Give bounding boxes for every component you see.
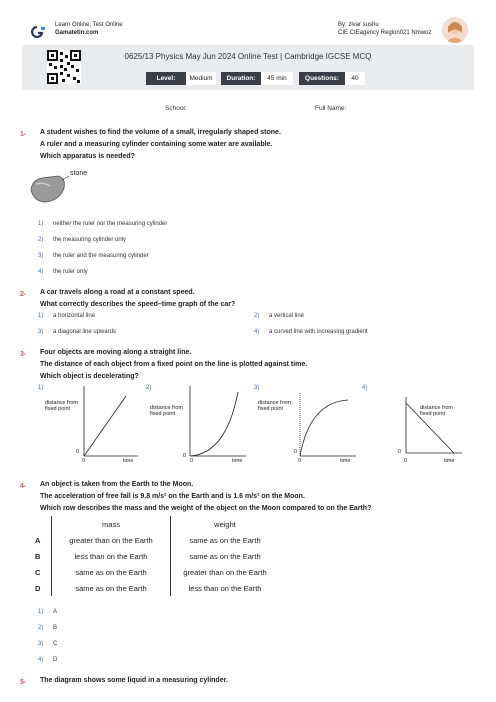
graph-x-origin: 0 (82, 458, 86, 464)
question-number: 3- (20, 351, 27, 358)
row-weight: less than on the Earth (171, 580, 280, 596)
option-number[interactable]: 2) (38, 625, 44, 631)
option-number[interactable]: 2) (254, 313, 260, 319)
questions-label: Questions: (299, 72, 345, 85)
question-line: Which row describes the mass and the weight of the object on the Moon compared to on the Earth? (40, 505, 372, 512)
row-key: C (35, 567, 41, 577)
option-text[interactable]: the ruler only (53, 269, 88, 275)
question-line: A car travels along a road at a constant speed. (40, 289, 195, 296)
option-text[interactable]: a vertical line (269, 313, 305, 319)
question-line: An object is taken from the Earth to the Moon. (40, 481, 194, 488)
graph-line-linear (78, 384, 140, 458)
stone-label: stone (70, 170, 88, 177)
table-row (31, 564, 279, 580)
option-text[interactable]: A (53, 609, 58, 615)
graph-origin: 0 (294, 449, 298, 455)
option-text[interactable]: a diagonal line upwards (53, 329, 117, 335)
full-name-field-label: Full Name: (315, 105, 347, 112)
row-key: B (35, 551, 41, 561)
table-cell (31, 516, 52, 532)
option-number[interactable]: 3) (38, 329, 44, 335)
graph-origin: 0 (183, 453, 187, 459)
author-info (338, 21, 431, 37)
graph-ylabel: distance from fixed point (150, 405, 184, 417)
tagline: Learn Online, Test Online (55, 22, 123, 28)
table-row (31, 580, 279, 596)
graph-x-origin: 0 (404, 458, 408, 464)
row-weight: same as on the Earth (171, 532, 280, 548)
graph-option-number[interactable]: 4) (362, 385, 368, 391)
option-text[interactable]: a curved line with increasing gradient (269, 329, 368, 335)
question-line: Which apparatus is needed? (40, 153, 135, 160)
graph-xlabel: time (340, 458, 351, 464)
questions-value: 40 (345, 72, 365, 85)
option-number[interactable]: 3) (38, 641, 44, 647)
option-number[interactable]: 4) (38, 269, 44, 275)
row-weight: same as on the Earth (171, 548, 280, 564)
graph-curve-decelerating (296, 390, 358, 458)
question-text (40, 479, 371, 515)
question-line: A student wishes to find the volume of a small, irregularly shaped stone. (40, 129, 281, 136)
site-logo-icon[interactable] (30, 25, 46, 37)
mass-weight-table (31, 516, 279, 596)
option-number[interactable]: 3) (38, 253, 44, 259)
author-org: CIE CIEagency Region021 Nmwoz (338, 30, 432, 36)
graph-x-origin: 0 (298, 458, 302, 464)
option-number[interactable]: 1) (38, 221, 44, 227)
graph-curve-increasing (186, 384, 248, 458)
graph-x-origin: 0 (190, 458, 194, 464)
graph-origin: 0 (398, 449, 402, 455)
option-text[interactable]: B (53, 625, 58, 631)
graph-ylabel: distance from fixed point (258, 400, 292, 412)
question-text (40, 127, 281, 163)
row-key: A (35, 535, 41, 545)
row-mass: greater than on the Earth (52, 532, 171, 548)
table-row (31, 548, 279, 564)
graph-origin: 0 (76, 449, 80, 455)
question-text (40, 287, 235, 311)
graph-line-decreasing (402, 395, 464, 457)
graph-option-number[interactable]: 1) (38, 385, 44, 391)
option-text[interactable]: neither the ruler nor the measuring cylinder (53, 221, 168, 227)
question-line: Four objects are moving along a straight line. (40, 349, 192, 356)
option-text[interactable]: the ruler and the measuring cylinder (53, 253, 149, 259)
option-text[interactable]: a horizontal line (53, 313, 96, 319)
graph-xlabel: time (123, 458, 134, 464)
question-line: The acceleration of free fall is 9.8 m/s² on the Earth and is 1.6 m/s² on the Moon. (40, 493, 305, 500)
table-header-row (31, 516, 279, 532)
graph-option-number[interactable]: 3) (254, 385, 260, 391)
row-weight: greater than on the Earth (171, 564, 280, 580)
question-number: 4- (20, 483, 27, 490)
graph-option-number[interactable]: 2) (146, 385, 152, 391)
option-text[interactable]: C (53, 641, 58, 647)
level-label: Level: (146, 72, 186, 85)
option-number[interactable]: 1) (38, 313, 44, 319)
option-number[interactable]: 4) (38, 657, 44, 663)
row-key: D (35, 583, 41, 593)
question-line: The diagram shows some liquid in a measuring cylinder. (40, 677, 228, 684)
table-header-mass: mass (52, 516, 171, 532)
question-number: 2- (20, 291, 27, 298)
option-text[interactable]: the measuring cylinder only (53, 237, 127, 243)
option-text[interactable]: D (53, 657, 58, 663)
row-mass: same as on the Earth (52, 564, 171, 580)
avatar (442, 17, 468, 43)
question-line: A ruler and a measuring cylinder containing some water are available. (40, 141, 273, 148)
duration-value: 45 min (261, 72, 293, 85)
question-number: 5- (20, 679, 27, 686)
graph-xlabel: time (444, 458, 455, 464)
option-number[interactable]: 1) (38, 609, 44, 615)
question-text (40, 347, 307, 383)
option-number[interactable]: 4) (254, 329, 260, 335)
table-row (31, 532, 279, 548)
school-field-label: School: (165, 105, 187, 112)
question-number: 1- (20, 131, 27, 138)
duration-label: Duration: (221, 72, 261, 85)
site-branding (55, 21, 123, 37)
option-number[interactable]: 2) (38, 237, 44, 243)
question-text (40, 675, 228, 687)
question-line: Which object is decelerating? (40, 373, 139, 380)
level-value: Medium (186, 72, 216, 85)
question-line: What correctly describes the speed–time graph of the car? (40, 301, 236, 308)
page-title: 0625/13 Physics May Jun 2024 Online Test | Cambridge IGCSE MCQ (124, 52, 372, 61)
row-mass: same as on the Earth (52, 580, 171, 596)
graph-xlabel: time (232, 458, 243, 464)
row-mass: less than on the Earth (52, 548, 171, 564)
question-line: The distance of each object from a fixed point on the line is plotted against time. (40, 361, 308, 368)
table-header-weight: weight (171, 516, 280, 532)
author-name: By: zivar sushu (338, 22, 379, 28)
graph-ylabel: distance from fixed point (420, 405, 454, 417)
site-name[interactable]: Gamatetin.com (55, 30, 99, 36)
graph-ylabel: distance from fixed point (45, 400, 79, 412)
